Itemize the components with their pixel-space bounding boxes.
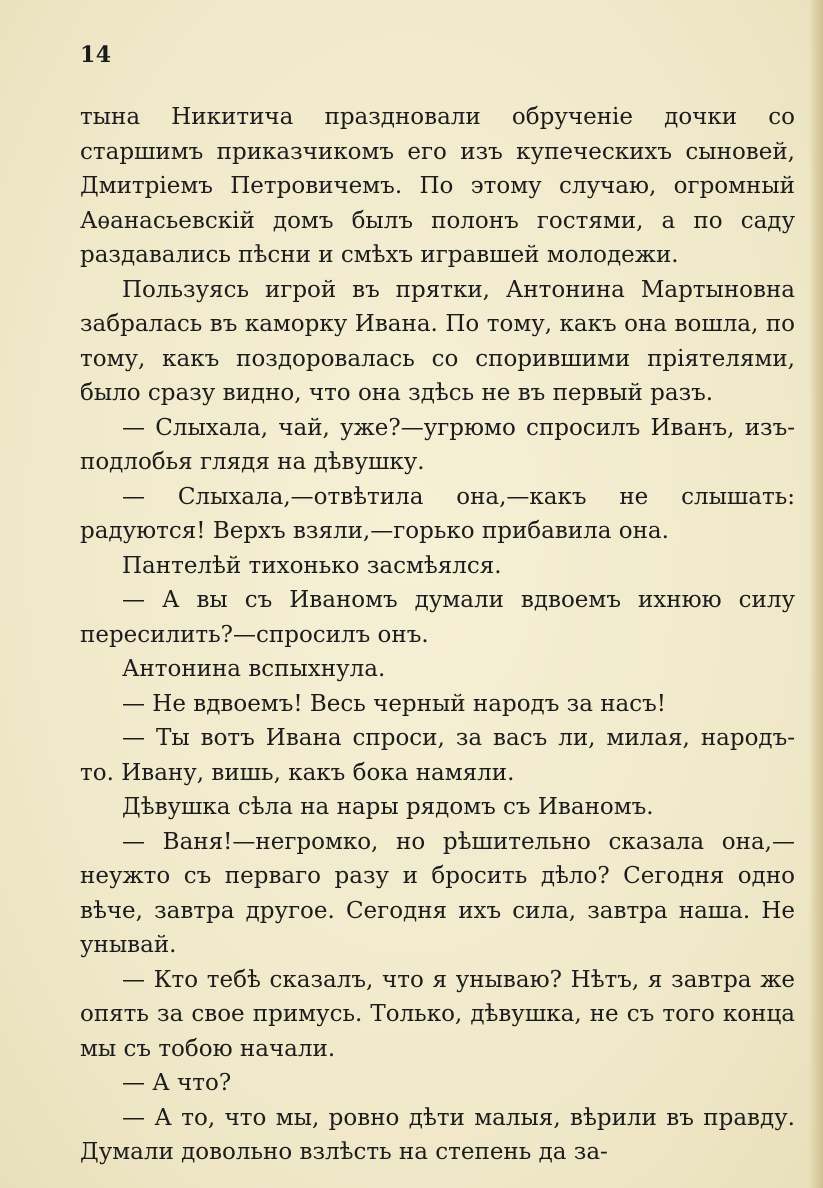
paragraph: тына Никитича праздновали обрученіе дочки со старшимъ приказчикомъ его изъ купеческихъ сыновей, Дмитріемъ Петровичемъ. По этому случаю, огромный Аѳанасьевскій домъ былъ полонъ гостями, а по саду раздавались пѣсни и смѣхъ игравшей молодежи.: [80, 104, 795, 268]
paragraph: — Слыхала,—отвѣтила она,—какъ не слышать: радуются! Верхъ взяли,—горько прибавила она.: [80, 483, 795, 544]
page-edge-shadow: [809, 0, 823, 1188]
page-number: 14: [80, 42, 112, 68]
paragraph: — Ты вотъ Ивана спроси, за васъ ли, милая, народъ-то. Ивану, вишь, какъ бока намяли.: [80, 725, 795, 786]
paragraph: — Кто тебѣ сказалъ, что я унываю? Нѣтъ, я завтра же опять за свое примусь. Только, дѣвушка, не съ того конца мы съ тобою начали.: [80, 966, 795, 1062]
body-text: [80, 100, 795, 1170]
paragraph: — Не вдвоемъ! Весь черный народъ за насъ!: [122, 690, 667, 717]
paragraph: — Слыхала, чай, уже?—угрюмо спросилъ Иванъ, изъ-подлобья глядя на дѣвушку.: [80, 414, 795, 475]
paragraph: — А то, что мы, ровно дѣти малыя, вѣрили въ правду. Думали довольно взлѣсть на степень да за-: [80, 1104, 795, 1165]
paragraph: — А вы съ Иваномъ думали вдвоемъ ихнюю силу пересилить?—спросилъ онъ.: [80, 587, 795, 648]
paragraph: Пользуясь игрой въ прятки, Антонина Мартыновна забралась въ каморку Ивана. По тому, какъ она вошла, по тому, какъ поздоровалась со спорившими пріятелями, было сразу видно, что она здѣсь не въ первый разъ.: [80, 276, 795, 406]
paragraph: Дѣвушка сѣла на нары рядомъ съ Иваномъ.: [122, 794, 654, 820]
paragraph: — Ваня!—негромко, но рѣшительно сказала она,—неужто съ перваго разу и бросить дѣло? Сегодня одно вѣче, завтра другое. Сегодня ихъ сила, завтра наша. Не унывай.: [80, 828, 795, 958]
paragraph: Пантелѣй тихонько засмѣялся.: [122, 552, 502, 579]
paragraph: — А что?: [122, 1070, 232, 1096]
paragraph: Антонина вспыхнула.: [122, 656, 386, 682]
